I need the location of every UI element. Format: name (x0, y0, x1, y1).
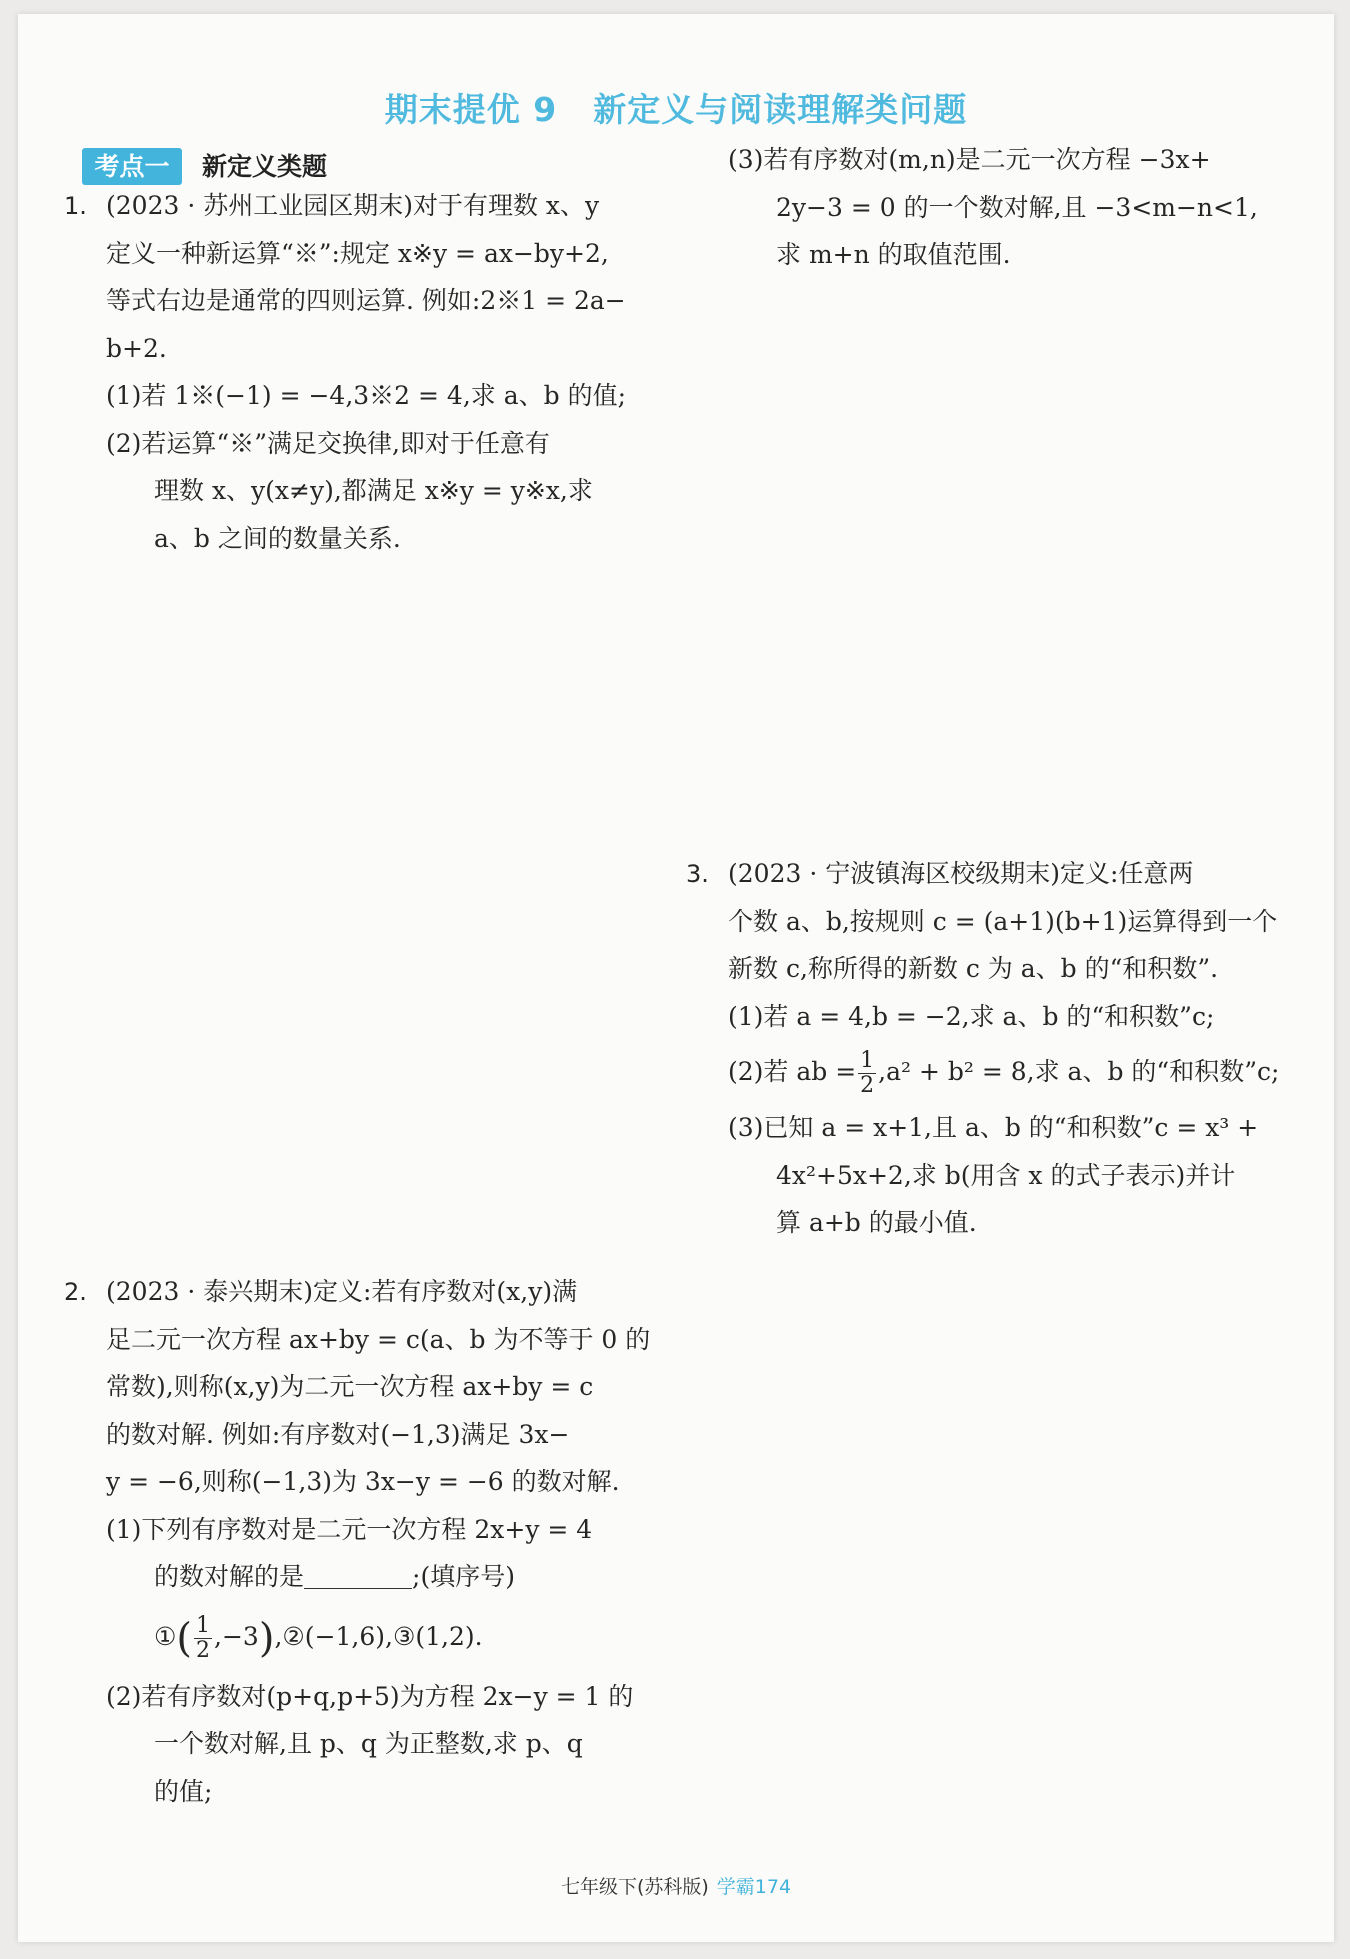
fraction-denominator: 2 (860, 1073, 875, 1098)
problem-3-line (686, 850, 1308, 898)
problem-1-part-3-line: (3)若有序数对(m,n)是二元一次方程 −3x+ (728, 145, 1211, 174)
section-title: 新定义类题 (202, 152, 328, 181)
problem-2-line: 的值; (154, 1776, 213, 1806)
problem-1-part-3-line: 求 m+n 的取值范围. (776, 240, 1011, 269)
problem-3-part-2 (728, 1040, 1308, 1104)
problem-number: 3. (686, 860, 709, 888)
problem-text: (2023 · 苏州工业园区期末)对于有理数 x、y (106, 191, 600, 220)
option-1-rest: ,−3 (214, 1621, 259, 1651)
blank-suffix: ;(填序号) (412, 1562, 515, 1591)
page-footer (18, 1872, 1334, 1899)
problem-2-part-1: (1)下列有序数对是二元一次方程 2x+y = 4 (106, 1514, 593, 1544)
problem-1-line: b+2. (106, 333, 167, 363)
problem-1-line: 理数 x、y(x≠y),都满足 x※y = y※x,求 (154, 476, 593, 505)
fraction-denominator: 2 (196, 1637, 211, 1663)
problem-3-line: 新数 c,称所得的新数 c 为 a、b 的“和积数”. (728, 954, 1219, 983)
left-paren: ( (176, 1615, 193, 1661)
title-part-left: 期末提优 9 (384, 90, 558, 129)
problem-3-part-1: (1)若 a = 4,b = −2,求 a、b 的“和积数”c; (728, 1001, 1215, 1031)
title-part-right: 新定义与阅读理解类问题 (593, 90, 968, 129)
right-paren: ) (258, 1615, 275, 1661)
problem-1-line (64, 182, 666, 230)
footer-brand: 学霸174 (716, 1876, 792, 1898)
problem-1-line: 定义一种新运算“※”:规定 x※y = ax−by+2, (106, 238, 609, 268)
fraction (194, 1614, 212, 1663)
problem-2-part-2: (2)若有序数对(p+q,p+5)为方程 2x−y = 1 的 (106, 1681, 634, 1711)
problem-text: (2023 · 宁波镇海区校级期末)定义:任意两 (728, 859, 1194, 888)
problem-2-options (106, 1601, 666, 1673)
problem-1-part-2: (2)若运算“※”满足交换律,即对于任意有 (106, 428, 550, 458)
problem-3-line: 算 a+b 的最小值. (776, 1208, 977, 1237)
problem-1-part-3 (728, 136, 1288, 279)
footer-grade: 七年级下(苏科版) (560, 1876, 709, 1898)
fraction-numerator: 1 (196, 1612, 211, 1638)
problem-2-line (106, 1553, 666, 1601)
fraction (858, 1049, 876, 1098)
section-badge: 考点一 (82, 148, 182, 185)
problem-1 (64, 182, 666, 562)
option-1-label: ① (154, 1621, 177, 1651)
problem-2-line: y = −6,则称(−1,3)为 3x−y = −6 的数对解. (106, 1467, 620, 1496)
problem-2 (64, 1268, 666, 1815)
problem-1-line: 等式右边是通常的四则运算. 例如:2※1 = 2a− (106, 286, 626, 315)
problem-3-part-2-suffix: ,a² + b² = 8,求 a、b 的“和积数”c; (878, 1057, 1280, 1086)
problem-2-line: 足二元一次方程 ax+by = c(a、b 为不等于 0 的 (106, 1324, 651, 1354)
problem-number: 1. (64, 192, 87, 220)
problem-3-line: 4x²+5x+2,求 b(用含 x 的式子表示)并计 (776, 1160, 1236, 1190)
problem-2-line: 常数),则称(x,y)为二元一次方程 ax+by = c (106, 1372, 594, 1401)
problem-1-line: a、b 之间的数量关系. (154, 523, 401, 553)
problem-3-part-3: (3)已知 a = x+1,且 a、b 的“和积数”c = x³ + (728, 1113, 1259, 1142)
problem-3 (686, 850, 1308, 1247)
fraction-numerator: 1 (860, 1048, 875, 1073)
answer-blank[interactable] (304, 1562, 412, 1589)
page-sheet (18, 14, 1334, 1942)
blank-prefix: 的数对解的是 (154, 1562, 305, 1591)
problem-1-part-1: (1)若 1※(−1) = −4,3※2 = 4,求 a、b 的值; (106, 381, 626, 410)
options-rest: ,②(−1,6),③(1,2). (274, 1621, 483, 1651)
page-title (18, 84, 1334, 131)
problem-3-line: 个数 a、b,按规则 c = (a+1)(b+1)运算得到一个 (728, 906, 1278, 936)
problem-3-part-2-prefix: (2)若 ab = (728, 1057, 857, 1086)
problem-2-line: 一个数对解,且 p、q 为正整数,求 p、q (154, 1729, 583, 1758)
problem-1-part-3-line: 2y−3 = 0 的一个数对解,且 −3<m−n<1, (776, 192, 1258, 222)
problem-2-line: 的数对解. 例如:有序数对(−1,3)满足 3x− (106, 1419, 570, 1449)
problem-text: (2023 · 泰兴期末)定义:若有序数对(x,y)满 (106, 1277, 578, 1306)
problem-2-line (64, 1268, 666, 1316)
problem-number: 2. (64, 1278, 87, 1306)
